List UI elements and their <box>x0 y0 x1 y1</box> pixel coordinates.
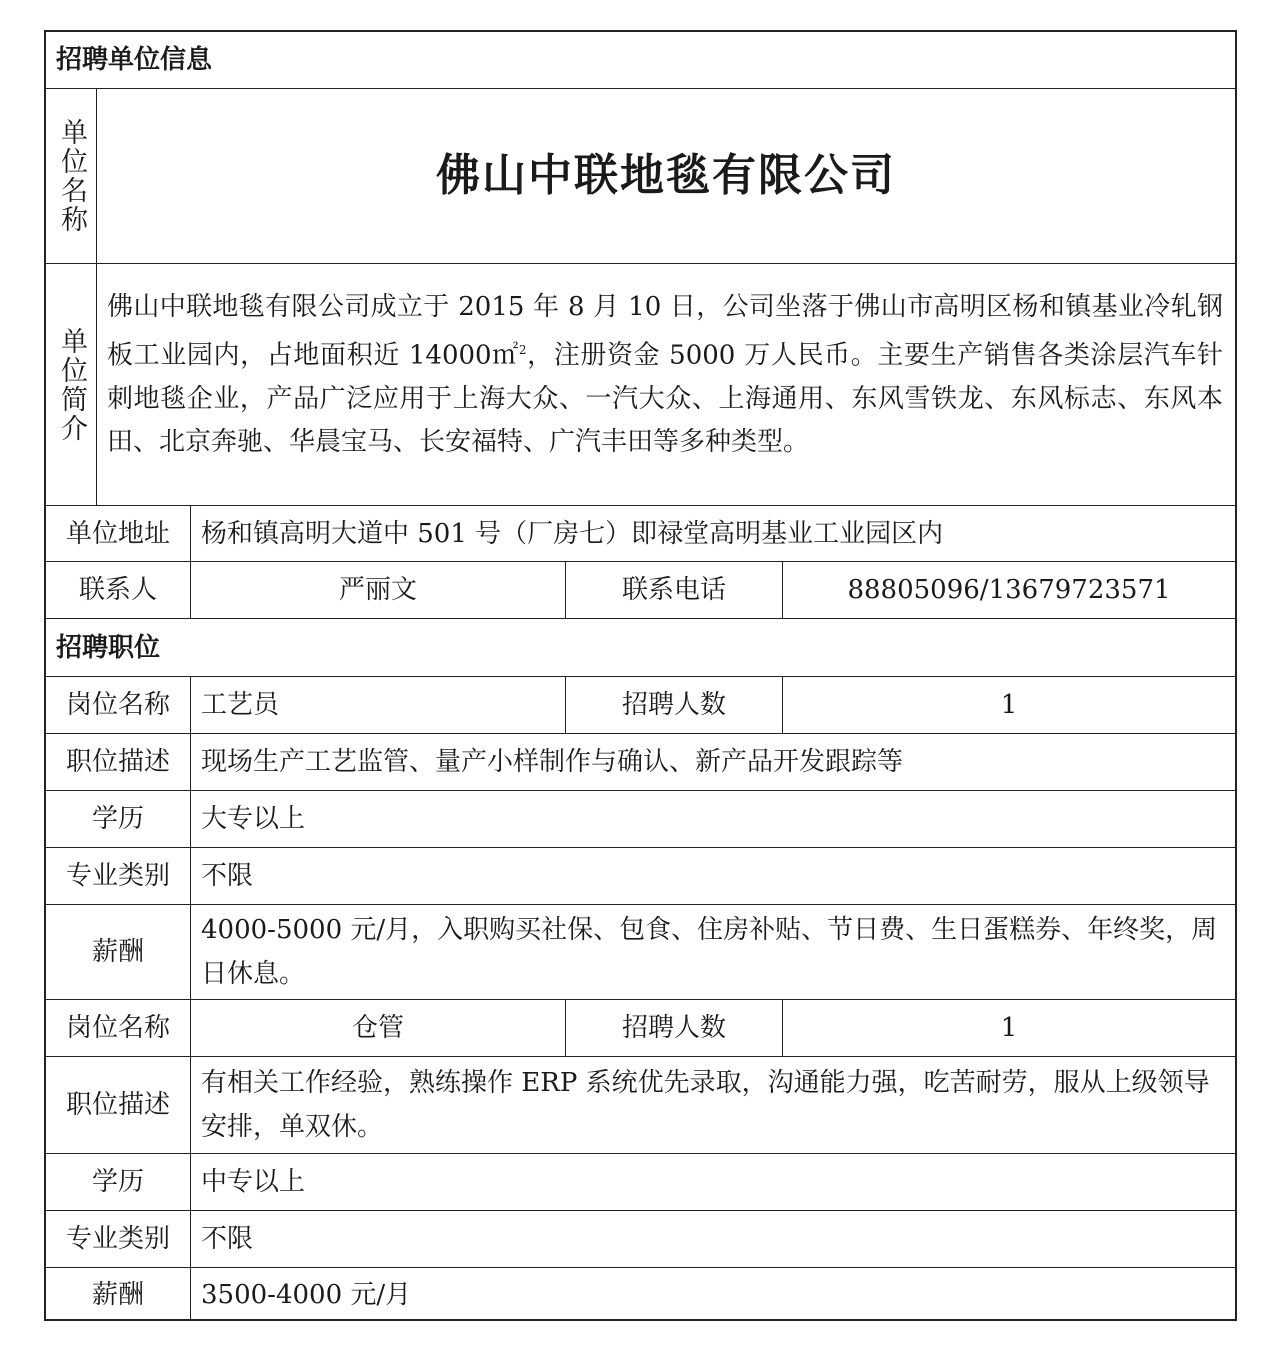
job2-major-row <box>46 1211 1235 1268</box>
phone-label: 联系电话 <box>566 562 783 618</box>
job2-major: 不限 <box>201 1224 254 1254</box>
phone-value: 88805096/13679723571 <box>847 575 1171 605</box>
job2-major-label: 专业类别 <box>46 1211 191 1267</box>
job1-title-row <box>46 677 1235 734</box>
job1-desc-row <box>46 734 1235 791</box>
job1-major-label: 专业类别 <box>46 848 191 904</box>
job1-salary-row <box>46 905 1235 1000</box>
job2-salary-label: 薪酬 <box>46 1268 191 1321</box>
company-intro-row <box>46 264 1235 506</box>
job2-title-row <box>46 1000 1235 1057</box>
address-value: 杨和镇高明大道中 501 号（厂房七）即禄堂高明基业工业园区内 <box>201 518 944 549</box>
job1-title-label: 岗位名称 <box>46 677 191 733</box>
job2-desc-label: 职位描述 <box>46 1057 191 1153</box>
job2-desc: 有相关工作经验，熟练操作 ERP 系统优先录取，沟通能力强，吃苦耐劳，服从上级领导安排，单双休。 <box>201 1068 1210 1142</box>
job1-count-label: 招聘人数 <box>566 677 783 733</box>
section-title-company: 招聘单位信息 <box>56 45 213 75</box>
job2-title-label: 岗位名称 <box>46 1000 191 1056</box>
contact-row <box>46 562 1235 619</box>
address-label: 单位地址 <box>46 506 191 561</box>
job2-salary-row <box>46 1268 1235 1321</box>
job2-edu: 中专以上 <box>201 1167 306 1197</box>
job2-title: 仓管 <box>191 1000 566 1056</box>
company-name-row <box>46 89 1235 264</box>
job1-edu: 大专以上 <box>201 804 306 834</box>
company-name-label: 单位名称 <box>46 89 97 263</box>
section-title-positions: 招聘职位 <box>56 632 161 663</box>
job1-desc: 现场生产工艺监管、量产小样制作与确认、新产品开发跟踪等 <box>201 747 904 777</box>
job2-edu-label: 学历 <box>46 1154 191 1210</box>
job2-edu-row <box>46 1154 1235 1211</box>
job2-count-label: 招聘人数 <box>566 1000 783 1056</box>
job1-edu-label: 学历 <box>46 791 191 847</box>
job2-salary: 3500-4000 元/月 <box>201 1279 412 1310</box>
job1-count: 1 <box>1000 690 1018 720</box>
contact-value: 严丽文 <box>191 562 566 618</box>
company-intro-text-b: ，注册资金 5000 万人民币。主要生产销售各类涂层汽车针刺地毯企业，产品广泛应用于上海大众、一汽大众、上海通用、东风雪铁龙、东风标志、东风本田、北京奔驰、华晨宝马、长安福特、广汽丰田等多种类型。 <box>107 340 1223 457</box>
company-intro-text-a: 佛山中联地毯有限公司成立于 2015 年 8 月 10 日，公司坐落于佛山市高明区杨和镇基业冷轧钢板工业园内，占地面积近 14000㎡ <box>107 292 1223 371</box>
job1-desc-label: 职位描述 <box>46 734 191 790</box>
company-name: 佛山中联地毯有限公司 <box>436 150 896 201</box>
company-intro <box>97 264 1235 505</box>
job1-salary: 4000-5000 元/月，入职购买社保、包食、住房补贴、节日费、生日蛋糕券、年终奖，周日休息。 <box>201 915 1218 989</box>
section-header-company <box>46 32 1235 89</box>
recruitment-form <box>44 30 1237 1321</box>
job1-salary-label: 薪酬 <box>46 905 191 999</box>
job1-title: 工艺员 <box>191 677 566 733</box>
job2-count: 1 <box>1000 1013 1018 1043</box>
area-unit-superscript: 2 <box>518 343 527 357</box>
job1-major: 不限 <box>201 861 254 891</box>
address-row <box>46 506 1235 562</box>
job2-desc-row <box>46 1057 1235 1154</box>
contact-label: 联系人 <box>46 562 191 618</box>
job1-major-row <box>46 848 1235 905</box>
company-intro-label: 单位简介 <box>46 264 97 505</box>
job1-edu-row <box>46 791 1235 848</box>
section-header-positions <box>46 619 1235 677</box>
